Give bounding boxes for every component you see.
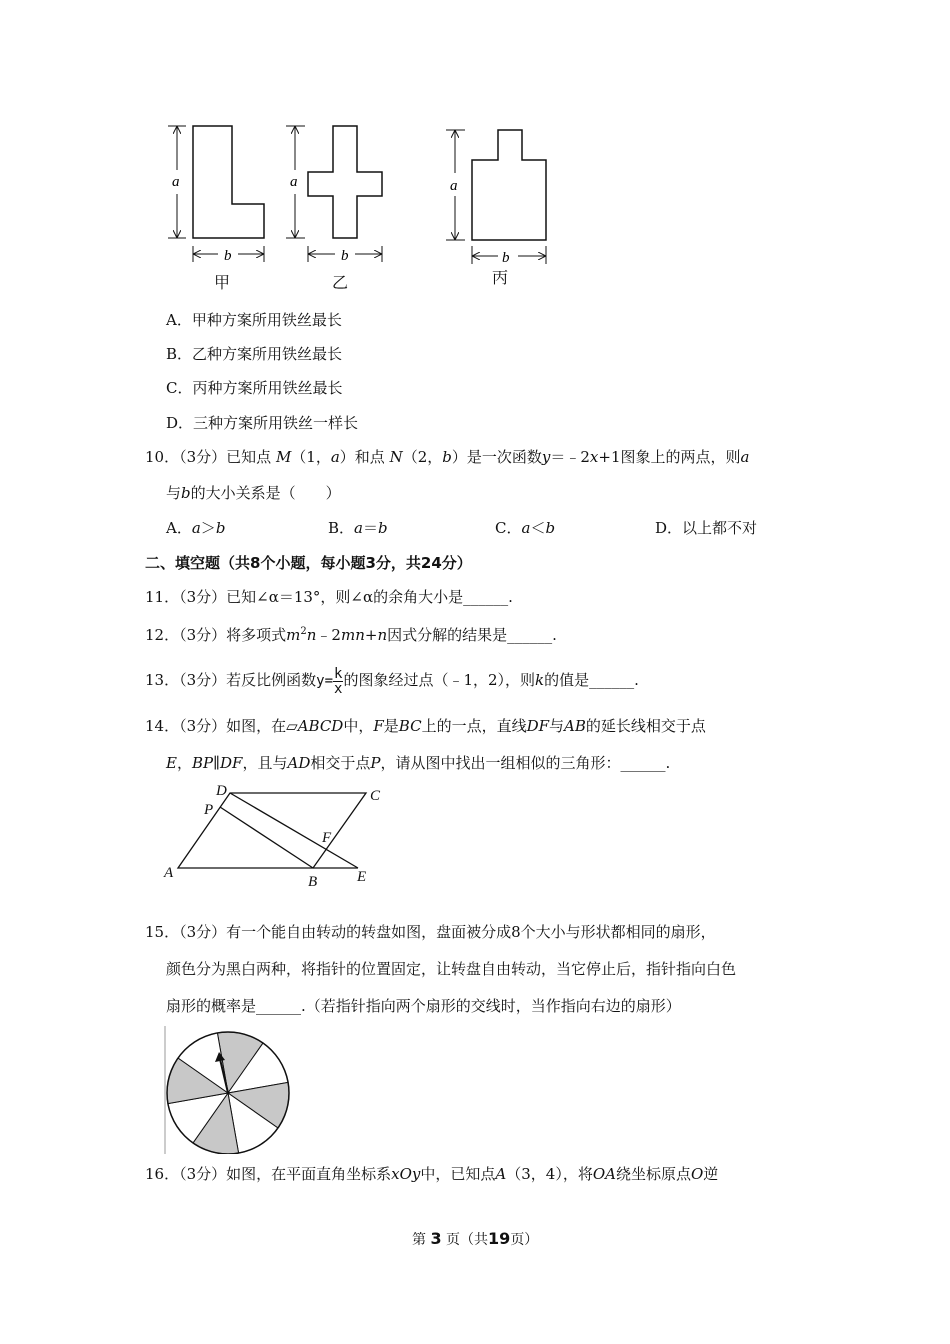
shape-label-yi: 乙 [332, 273, 349, 292]
dim-b-label: b [502, 250, 510, 266]
q12-prefix: 12．（3分）将多项式 [145, 626, 287, 644]
option-var: b [215, 519, 226, 537]
q14-var: E [166, 754, 177, 772]
q10-text: 已知点 [226, 448, 272, 466]
shape-label-jia: 甲 [214, 273, 231, 292]
q16-var: xOy [391, 1165, 421, 1183]
q14-text: 的延长线相交于点 [585, 717, 706, 735]
q10-line2 [166, 482, 341, 504]
q10-option-a [166, 517, 225, 539]
q10-text: ＝﹣2 [550, 448, 590, 466]
q16-var: OA [592, 1165, 616, 1183]
dim-b-label: b [224, 248, 232, 264]
line-bp [220, 807, 313, 868]
point-p-label: P [204, 802, 214, 818]
q14-text: 如图，在▱ [226, 717, 298, 735]
q12-var: n [306, 626, 317, 644]
q13-mid: 的图象经过点（﹣1，2），则 [343, 671, 536, 689]
page-footer [412, 1228, 538, 1251]
point-c-label: C [370, 788, 381, 804]
option-text: 以上都不对 [682, 519, 758, 537]
q12-var: n [377, 626, 388, 644]
q16-var: O [690, 1165, 704, 1183]
fraction-numerator: k [334, 665, 343, 682]
q14-text: ，请从图中找出一组相似的三角形：______. [380, 754, 671, 772]
q10-text: 的大小关系是（ ） [190, 484, 341, 502]
q9-option-d: D．三种方案所用铁丝一样长 [166, 414, 359, 432]
shape-jia [168, 126, 264, 264]
option-var: a [354, 519, 363, 537]
point-e-label: E [357, 869, 367, 885]
q10-text: ）是一次函数 [451, 448, 542, 466]
q10-var-b: b [442, 448, 452, 466]
q9-option-c: C．丙种方案所用铁丝最长 [166, 379, 343, 397]
dim-a-label: a [450, 178, 458, 194]
q13-y: y= [316, 673, 333, 689]
q14-score: （3分） [179, 717, 227, 735]
q10-point-m: M [275, 448, 292, 466]
q10-option-c [495, 517, 555, 539]
q14-var: DF [220, 754, 243, 772]
q14-text: ，且与 [242, 754, 288, 772]
q12-var: m [286, 626, 301, 644]
q12-text [145, 621, 557, 646]
q14-var: AB [564, 717, 586, 735]
q16-var: A [495, 1165, 507, 1183]
q12-op: ﹣2 [316, 626, 341, 644]
fraction-denominator: x [334, 680, 343, 697]
option-op: ＞ [200, 519, 216, 537]
q13-suffix: 的值是______. [544, 671, 639, 689]
q14-text: 是 [383, 717, 399, 735]
q10-var-b: b [181, 484, 191, 502]
q10-var-y: y [541, 448, 551, 466]
footer-text: 页） [510, 1232, 539, 1248]
point-f-label: F [322, 830, 332, 846]
q11-text: 11．（3分）已知∠α＝13°，则∠α的余角大小是______. [145, 588, 513, 606]
dim-b-label: b [341, 248, 349, 264]
q14-var: DF [526, 717, 550, 735]
q16-text: 逆 [703, 1165, 719, 1183]
q10-text: ）和点 [339, 448, 385, 466]
q14-var: ABCD [297, 717, 344, 735]
option-var: b [545, 519, 556, 537]
q15-line2: 颜色分为黑白两种，将指针的位置固定，让转盘自由转动，当它停止后，指针指向白色 [166, 960, 737, 978]
q13-text [145, 658, 639, 703]
q14-text: ， [176, 754, 192, 772]
q9-option-b: B．乙种方案所用铁丝最长 [166, 345, 343, 363]
option-label: D． [655, 519, 683, 537]
footer-text: 第 [412, 1232, 426, 1248]
q13-prefix: 13．（3分）若反比例函数 [145, 671, 317, 689]
spinner-figure [162, 1026, 294, 1154]
q14-var: BC [398, 717, 422, 735]
q13-var-k: k [535, 671, 545, 689]
q16-text [145, 1163, 718, 1185]
section-title: 二、填空题（共8个小题，每小题3分，共24分） [145, 554, 472, 572]
point-d-label: D [216, 783, 227, 799]
point-a-label: A [164, 865, 174, 881]
q14-text: 相交于点 [310, 754, 371, 772]
page-total: 19 [488, 1229, 511, 1248]
q12-exponent: 2 [300, 626, 307, 637]
q12-var: mn [340, 626, 365, 644]
q10-score: （3分） [179, 448, 227, 466]
q10-point-n: N [389, 448, 403, 466]
option-label: C． [495, 519, 522, 537]
q10-number: 10． [145, 448, 180, 466]
q14-var: F [373, 717, 384, 735]
dim-a-label: a [172, 174, 180, 190]
page-number: 3 [430, 1229, 442, 1248]
shape-yi [286, 126, 382, 264]
q10-var-a: a [740, 448, 750, 466]
q16-text: （3，4），将 [506, 1165, 593, 1183]
q15-line3: 扇形的概率是______.（若指针指向两个扇形的交线时，当作指向右边的扇形） [166, 997, 681, 1015]
q10-text: +1图象上的两点，则 [598, 448, 741, 466]
q14-text: 与 [549, 717, 565, 735]
shape-bing [446, 130, 546, 266]
q14-var: AD [287, 754, 311, 772]
q15-line1: 15．（3分）有一个能自由转动的转盘如图，盘面被分成8个大小与形状都相同的扇形， [145, 923, 716, 941]
q12-op: + [364, 626, 378, 644]
option-label: B． [328, 519, 355, 537]
q10-option-b [328, 517, 388, 539]
option-var: a [191, 519, 201, 537]
q10-option-d [655, 517, 757, 539]
q14-line2 [166, 752, 670, 774]
q14-number: 14． [145, 717, 180, 735]
q10-var-x: x [589, 448, 599, 466]
q12-suffix: 因式分解的结果是______. [387, 626, 557, 644]
q10-text: （2， [402, 448, 443, 466]
q9-option-a: A．甲种方案所用铁丝最长 [166, 311, 342, 329]
q14-parallel: ∥ [213, 754, 221, 772]
dim-a-label: a [290, 174, 298, 190]
q16-text: 绕坐标原点 [615, 1165, 691, 1183]
q14-var: BP [191, 754, 214, 772]
fraction-k-over-x [333, 667, 343, 696]
q14-var: P [370, 754, 381, 772]
parallelogram-figure [158, 780, 398, 890]
q14-text: 上的一点，直线 [421, 717, 527, 735]
q14-text: 中， [343, 717, 374, 735]
q16-text: 中，已知点 [420, 1165, 496, 1183]
q16-text: 16．（3分）如图，在平面直角坐标系 [145, 1165, 392, 1183]
q10-line1 [145, 446, 749, 468]
q10-text: （1， [291, 448, 331, 466]
option-var: b [378, 519, 388, 537]
point-b-label: B [308, 874, 318, 890]
option-op: ＜ [530, 519, 546, 537]
option-label: A． [166, 519, 192, 537]
q10-text: 与 [166, 484, 182, 502]
option-var: a [521, 519, 531, 537]
option-op: ＝ [362, 519, 378, 537]
shape-label-bing: 丙 [492, 268, 509, 287]
q14-line1 [145, 715, 706, 737]
q10-var-a: a [330, 448, 340, 466]
footer-text: 页（共 [446, 1232, 489, 1248]
